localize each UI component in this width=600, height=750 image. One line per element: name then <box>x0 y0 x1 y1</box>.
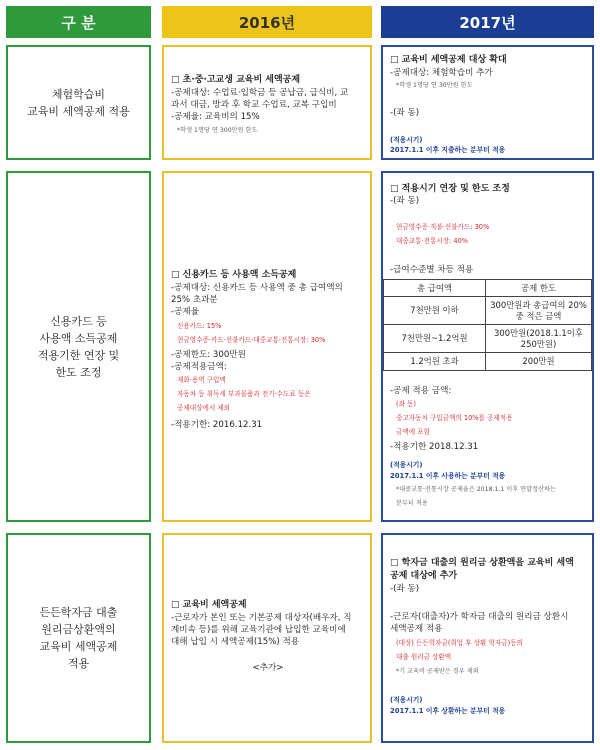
row3-category: 든든학자금 대출 원리금상환액의 교육비 세액공제 적용 <box>6 533 151 743</box>
deduction-limit-table <box>383 279 592 371</box>
row3-2017-same: -(좌 동) <box>390 584 420 594</box>
row2-2017-cell <box>381 171 594 522</box>
row2-2016-red-note: 자동차 등 취득세 부과물품과 전기·수도료 등은 <box>177 390 311 398</box>
row2-2017-same: -(좌 동) <box>390 196 420 206</box>
table-cell: 1.2억원 초과 <box>384 353 486 371</box>
row3-2017-title: □ 학자금 대출의 원리금 상환액을 교육비 세액 <box>390 558 574 568</box>
row3-2017-line: 세액공제 적용 <box>390 624 443 634</box>
row2-2016-title: □ 신용카드 등 사용액 소득공제 <box>171 270 297 280</box>
row2-2017-table-title: -급여수준별 차등 적용 <box>390 265 474 275</box>
row2-2016-red-note: 재화·용역 구입액 <box>177 376 226 384</box>
row2-2017-amount-red: (좌 동) <box>396 400 416 408</box>
row3-2017-note: *기 교육비 공제받은 경우 제외 <box>396 668 479 675</box>
row3-2016-line: 계비속 등)를 위해 교육기관에 납입한 교육비에 <box>171 625 346 635</box>
row2-2016-rate: 현금영수증·카드·선불카드·대중교통·전통시장: 30% <box>177 336 326 344</box>
row2-2016-red-note: 공제대상에서 제외 <box>177 404 231 412</box>
row2-2017-apply: (적용시기) <box>390 461 423 469</box>
header-2017: 2017년 <box>381 6 594 38</box>
table-row <box>384 325 592 353</box>
row2-2017-rate: 현금영수증·직불·선불카드: 30% <box>396 223 490 231</box>
row2-2017-apply-detail: 2017.1.1 이후 사용하는 분부터 적용 <box>390 472 506 480</box>
row2-2017-amount-red: 금액에 포함 <box>396 428 430 436</box>
row3-2017-title: 공제 대상에 추가 <box>390 571 458 581</box>
table-cell: 300만원과 총급여의 20% 중 적은 금액 <box>486 297 592 325</box>
table-cell: 7천만원~1.2억원 <box>384 325 486 353</box>
row3-2017-line: -근로자(대출자)가 학자금 대출의 원리금 상환시 <box>390 612 569 622</box>
table-header: 총 급여액 <box>384 280 486 297</box>
row2-2017-apply-note: *대중교통·전통시장 공제율은 2018.1.1 이후 연말정산하는 <box>396 486 557 493</box>
row2-2017-amount-title: -공제 적용 금액: <box>390 386 452 396</box>
row2-2016-deadline: -적용기한: 2016.12.31 <box>171 420 263 430</box>
header-2016: 2016년 <box>162 6 372 38</box>
row1-2017-note: *학생 1명당 연 30만원 한도 <box>396 82 473 89</box>
row2-2016-cell <box>162 171 372 522</box>
table-header-row <box>384 280 592 297</box>
row3-2017-red: 대출 원리금 상환액 <box>396 653 452 661</box>
table-cell: 7천만원 이하 <box>384 297 486 325</box>
row1-2016-note: *학생 1명당 연 300만원 한도 <box>177 127 258 134</box>
row2-2016-line: 25% 초과분 <box>171 295 218 305</box>
table-header: 공제 한도 <box>486 280 592 297</box>
row1-2017-apply: (적용시기) <box>390 136 423 144</box>
row3-2016-line: 대해 납입 시 세액공제(15%) 적용 <box>171 637 300 647</box>
table-cell: 300만원(2018.1.1이후 250만원) <box>486 325 592 353</box>
row2-2016-line: -공제율 <box>171 307 200 317</box>
row2-2016-line: -공제한도: 300만원 <box>171 350 246 360</box>
row3-2017-apply: (적용시기) <box>390 696 423 704</box>
header-category: 구 분 <box>6 6 151 38</box>
row3-2016-line: -근로자가 본인 또는 기본공제 대상자(배우자, 직 <box>171 613 352 623</box>
row2-2016-line: -공제대상: 신용카드 등 사용액 중 총 급여액의 <box>171 283 343 293</box>
row2-2017-amount-red: 중고자동차 구입금액의 10%를 공제적용 <box>396 414 513 422</box>
row2-2017-rate: 대중교통·전통시장: 40% <box>396 237 469 245</box>
row3-2017-red: (대상) 든든학자금(취업 후 상환 학자금)등의 <box>396 639 523 647</box>
row1-2016-title: □ 초·중·고교생 교육비 세액공제 <box>171 75 301 85</box>
row1-2017-cell <box>381 45 594 160</box>
row1-2016-line: -공제대상: 수업료·입학금 등 공납금, 급식비, 교 <box>171 88 349 98</box>
row2-category: 신용카드 등 사용액 소득공제 적용기한 연장 및 한도 조정 <box>6 171 151 522</box>
row3-2016-cell <box>162 533 372 743</box>
row1-2016-line: -공제율: 교육비의 15% <box>171 112 260 122</box>
row3-2017-apply-detail: 2017.1.1 이후 상환하는 분부터 적용 <box>390 707 506 715</box>
table-row <box>384 297 592 325</box>
row1-2016-cell <box>162 45 372 160</box>
row1-2017-apply-detail: 2017.1.1 이후 지출하는 분부터 적용 <box>390 146 506 154</box>
row2-2017-deadline: -적용기한 2018.12.31 <box>390 442 479 452</box>
row3-2017-cell <box>381 533 594 743</box>
table-cell: 200만원 <box>486 353 592 371</box>
row2-2017-title: □ 적용시기 연장 및 한도 조정 <box>390 184 510 194</box>
row1-2016-line: 과서 대금, 방과 후 학교 수업료, 교복 구입비 <box>171 100 337 110</box>
row2-2016-line: -공제적용금액: <box>171 362 227 372</box>
row1-2017-title: □ 교육비 세액공제 대상 확대 <box>390 55 507 65</box>
row1-2017-same: -(좌 동) <box>390 108 420 118</box>
table-row <box>384 353 592 371</box>
row3-2016-title: □ 교육비 세액공제 <box>171 600 247 610</box>
row2-2017-apply-note: 분부터 적용 <box>396 500 428 507</box>
row2-2016-rate: 신용카드: 15% <box>177 322 222 330</box>
row1-2017-line: -공제대상: 체험학습비 추가 <box>390 68 493 78</box>
row1-category: 체험학습비 교육비 세액공제 적용 <box>6 45 151 160</box>
row3-2016-added: <추가> <box>252 663 284 673</box>
